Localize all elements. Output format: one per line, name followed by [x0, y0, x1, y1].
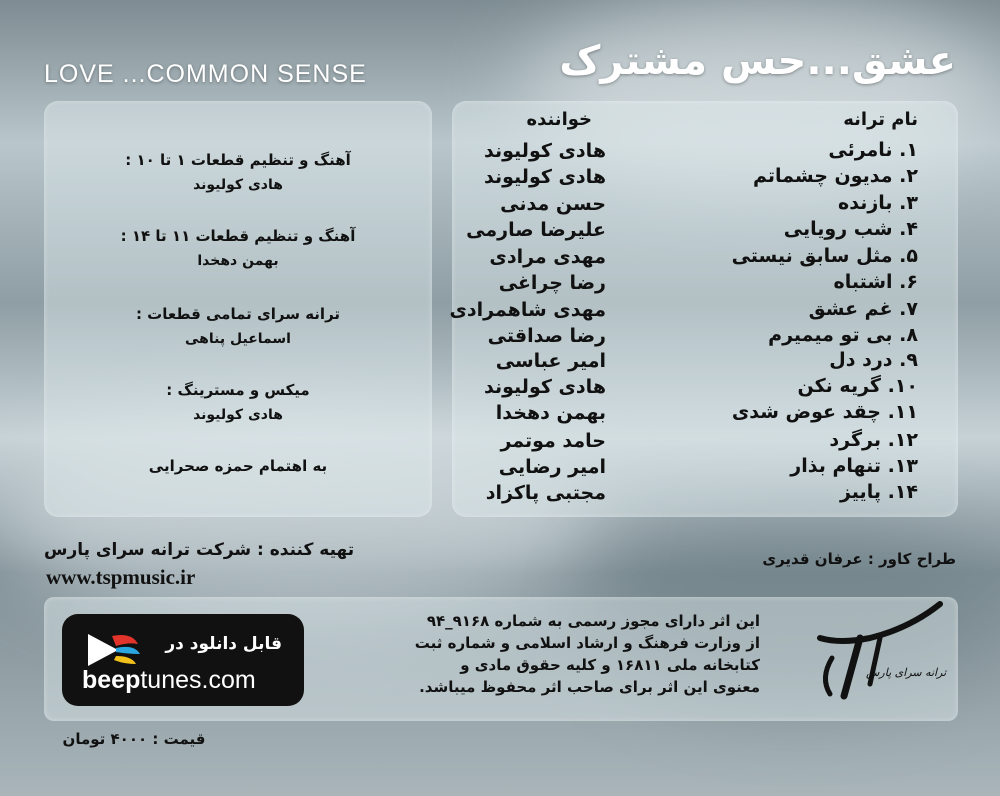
- calligraphy-logo-icon: [790, 598, 950, 708]
- album-title-persian: عشق...حس مشترک: [559, 38, 956, 84]
- credit-name: هادی کولیوند: [193, 177, 283, 193]
- track-singer: امیر عباسی: [495, 350, 606, 372]
- website: www.tspmusic.ir: [46, 565, 196, 589]
- play-icon: [82, 630, 144, 670]
- track-singer: مهدی شاهمرادی: [449, 299, 606, 321]
- credit-name: اسماعیل پناهی: [185, 331, 291, 347]
- track-title: ۱۱. چقد عوض شدی: [731, 401, 918, 423]
- track-title: ۹. درد دل: [829, 349, 918, 371]
- track-singer: هادی کولیوند: [484, 166, 606, 188]
- track-title: ۲. مدیون چشماتم: [753, 165, 918, 187]
- beeptunes-brand-bold: beep: [82, 666, 141, 694]
- credit-role: ترانه سرای تمامی قطعات :: [135, 305, 341, 323]
- album-title-english: LOVE ...COMMON SENSE: [44, 60, 367, 88]
- cover-designer: طراح کاور : عرفان قدیری: [762, 550, 956, 568]
- credit-role: آهنگ و تنظیم قطعات ۱ تا ۱۰ :: [125, 151, 351, 169]
- license-line: این اثر دارای مجوز رسمی به شماره ۹۱۶۸_۹۴: [426, 612, 760, 630]
- credit-role: آهنگ و تنظیم قطعات ۱۱ تا ۱۴ :: [120, 227, 356, 245]
- singer-column-header: خواننده: [526, 109, 592, 130]
- beeptunes-brand-rest: tunes.com: [140, 666, 256, 694]
- license-line: کتابخانه ملی ۱۶۸۱۱ و کلیه حقوق مادی و: [460, 656, 760, 674]
- track-title: ۸. بی تو میمیرم: [768, 324, 918, 346]
- track-title: ۷. غم عشق: [808, 298, 918, 320]
- credit-name: هادی کولیوند: [193, 407, 283, 423]
- track-title: ۱. نامرئی: [828, 139, 918, 161]
- track-singer: بهمن دهخدا: [495, 402, 606, 424]
- track-singer: رضا صداقتی: [487, 325, 606, 347]
- credit-role: به اهتمام حمزه صحرایی: [148, 457, 328, 475]
- track-title: ۶. اشتباه: [833, 271, 918, 293]
- price: قیمت : ۴۰۰۰ تومان: [62, 730, 206, 748]
- track-title: ۱۴. پاییز: [839, 481, 918, 503]
- beeptunes-badge[interactable]: [62, 614, 304, 706]
- track-title: ۱۰. گریه نکن: [797, 375, 918, 397]
- track-singer: حسن مدنی: [500, 193, 606, 215]
- track-singer: امیر رضایی: [498, 456, 606, 478]
- track-title: ۵. مثل سابق نیستی: [731, 245, 918, 267]
- producer: تهیه کننده : شرکت ترانه سرای پارس: [44, 540, 355, 560]
- track-title: ۴. شب رویایی: [783, 218, 918, 240]
- track-singer: رضا چراغی: [498, 272, 606, 294]
- track-title: ۳. بازنده: [838, 192, 918, 214]
- track-singer: علیرضا صارمی: [466, 219, 606, 241]
- track-column-header: نام ترانه: [843, 109, 918, 130]
- license-line: معنوی این اثر برای صاحب اثر محفوظ میباشد.: [419, 678, 760, 696]
- track-singer: هادی کولیوند: [484, 140, 606, 162]
- track-singer: مجتبی پاکزاد: [485, 482, 606, 504]
- logo-text: ترانه سرای پارس: [866, 666, 947, 679]
- track-title: ۱۳. تنهام بذار: [790, 455, 918, 477]
- track-singer: هادی کولیوند: [484, 376, 606, 398]
- beeptunes-caption: قابل دانلود در: [165, 634, 282, 654]
- tracklist-panel: [449, 101, 958, 517]
- track-singer: حامد موتمر: [500, 430, 606, 452]
- credits-panel: [44, 101, 432, 517]
- license-line: از وزارت فرهنگ و ارشاد اسلامی و شماره ثبت: [414, 634, 760, 652]
- publisher-logo: [790, 598, 950, 708]
- credit-role: میکس و مسترینگ :: [166, 381, 310, 399]
- track-title: ۱۲. برگرد: [829, 429, 918, 451]
- credit-name: بهمن دهخدا: [197, 253, 279, 269]
- track-singer: مهدی مرادی: [489, 246, 606, 268]
